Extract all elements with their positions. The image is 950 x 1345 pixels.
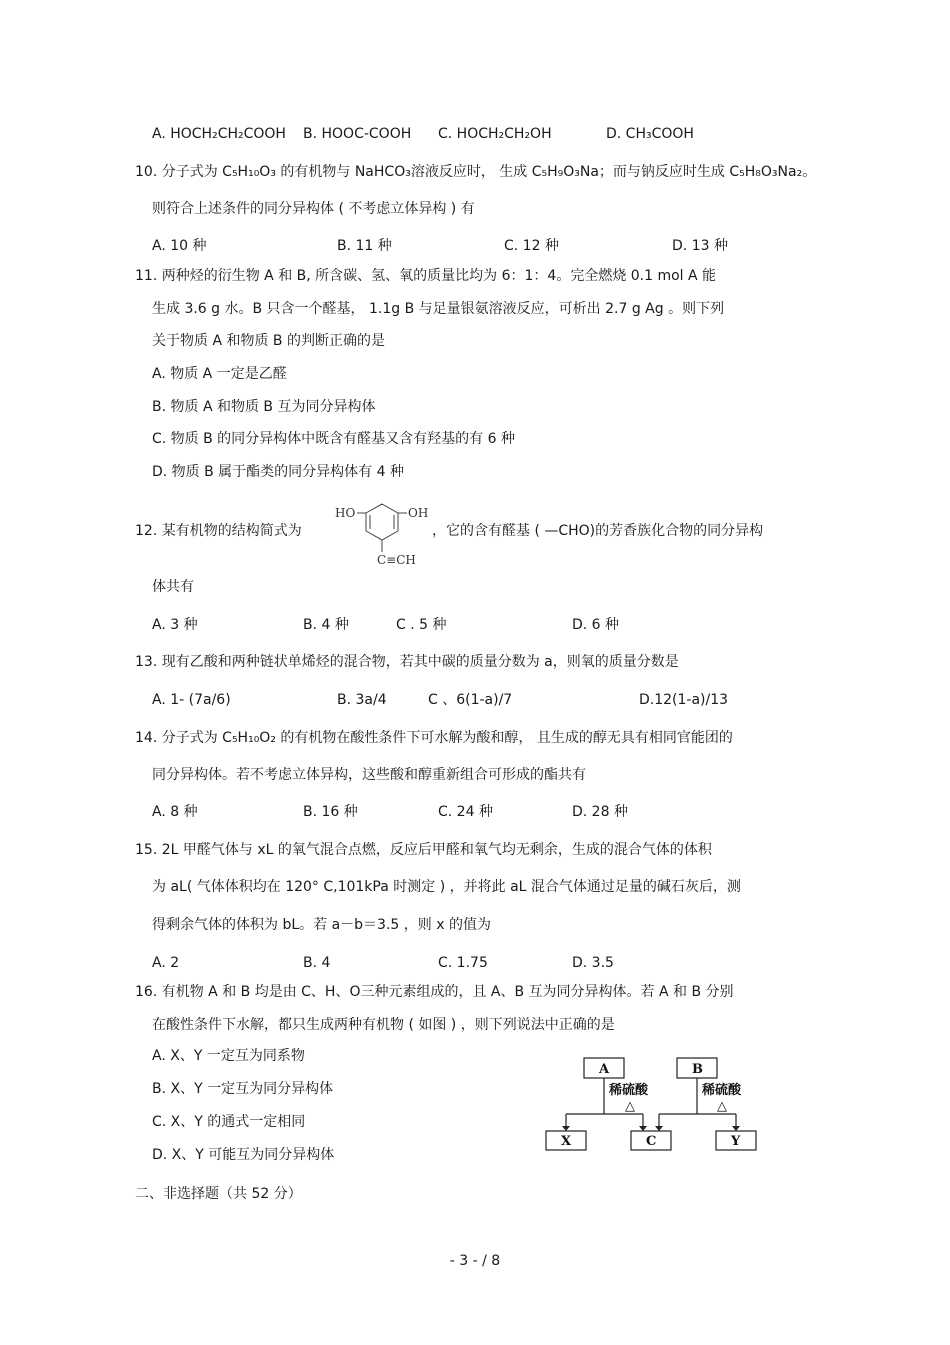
cond-a-label: 稀硫酸: [609, 1083, 649, 1098]
q11-option-c: C. 物质 B 的同分异构体中既含有醛基又含有羟基的有 6 种: [152, 431, 515, 447]
q12-option-a: A. 3 种: [152, 617, 198, 633]
q16-option-b: B. X、Y 一定互为同分异构体: [152, 1081, 334, 1097]
q15-option-c: C. 1.75: [438, 955, 488, 971]
q11-stem-line3: 关于物质 A 和物质 B 的判断正确的是: [152, 333, 385, 349]
q16-stem-line2: 在酸性条件下水解，都只生成两种有机物 ( 如图 ) ，则下列说法中正确的是: [152, 1017, 615, 1033]
q10-option-b: B. 11 种: [337, 238, 392, 254]
q10-option-a: A. 10 种: [152, 238, 207, 254]
q16-stem-line1: 16. 有机物 A 和 B 均是由 C、H、O三种元素组成的，且 A、B 互为同分异构体。若 A 和 B 分别: [135, 984, 734, 1000]
q11-option-b: B. 物质 A 和物质 B 互为同分异构体: [152, 399, 376, 415]
q11-stem-line2: 生成 3.6 g 水。B 只含一个醛基， 1.1g B 与足量银氨溶液反应，可析出 2.7 g Ag 。则下列: [152, 301, 725, 317]
heat-b-icon: △: [717, 1099, 727, 1114]
box-b-label: B: [692, 1062, 703, 1077]
q11-stem-line1: 11. 两种烃的衍生物 A 和 B, 所含碳、氢、氧的质量比均为 6：1：4。完全燃烧 0.1 mol A 能: [135, 268, 717, 284]
q14-stem-line1: 14. 分子式为 C₅H₁₀O₂ 的有机物在酸性条件下可水解为酸和醇， 且生成的醇无具有相同官能团的: [135, 730, 733, 746]
q12-option-b: B. 4 种: [303, 617, 349, 633]
q12-option-d: D. 6 种: [572, 617, 620, 633]
q10-option-c: C. 12 种: [504, 238, 559, 254]
q15-option-a: A. 2: [152, 955, 180, 971]
q13-option-d: D.12(1-a)/13: [639, 692, 729, 708]
box-a-label: A: [599, 1062, 610, 1077]
q9-option-b: B. HOOC-COOH: [303, 126, 412, 142]
q14-stem-line2: 同分异构体。若不考虑立体异构，这些酸和醇重新组合可形成的酯共有: [152, 767, 586, 783]
q10-option-d: D. 13 种: [672, 238, 728, 254]
q15-stem-line3: 得剩余气体的体积为 bL。若 a－b＝3.5 ，则 x 的值为: [152, 917, 491, 933]
q10-stem-line2: 则符合上述条件的同分异构体 ( 不考虑立体异构 ) 有: [152, 201, 475, 217]
resorcinol-ethynyl-structure: [327, 498, 437, 570]
q12-stem-line2: 体共有: [152, 579, 194, 595]
box-y-label: Y: [731, 1134, 741, 1149]
q13-option-c: C 、6(1-a)/7: [428, 692, 513, 708]
q13-stem-line1: 13. 现有乙酸和两种链状单烯烃的混合物，若其中碳的质量分数为 a，则氧的质量分数是: [135, 654, 679, 670]
q14-option-c: C. 24 种: [438, 804, 493, 820]
q9-option-a: A. HOCH₂CH₂COOH: [152, 126, 286, 142]
q15-option-b: B. 4: [303, 955, 331, 971]
box-c-label: C: [646, 1134, 657, 1149]
q15-option-d: D. 3.5: [572, 955, 614, 971]
q16-option-c: C. X、Y 的通式一定相同: [152, 1114, 306, 1130]
q15-stem-line2: 为 aL( 气体体积均在 120° C,101kPa 时测定 ) ，并将此 aL 混合气体通过足量的碱石灰后，测: [152, 879, 741, 895]
q14-option-d: D. 28 种: [572, 804, 628, 820]
cond-b-label: 稀硫酸: [702, 1083, 742, 1098]
q11-option-d: D. 物质 B 属于酯类的同分异构体有 4 种: [152, 464, 404, 480]
q15-stem-line1: 15. 2L 甲醛气体与 xL 的氧气混合点燃，反应后甲醛和氧气均无剩余，生成的混合气体的体积: [135, 842, 712, 858]
q14-option-b: B. 16 种: [303, 804, 358, 820]
q13-option-b: B. 3a/4: [337, 692, 387, 708]
section2-title: 二、非选择题（共 52 分）: [135, 1186, 302, 1202]
heat-a-icon: △: [625, 1099, 635, 1114]
q11-option-a: A. 物质 A 一定是乙醛: [152, 366, 287, 382]
q9-option-d: D. CH₃COOH: [606, 126, 694, 142]
struct-label-oh: OH: [408, 506, 429, 520]
q10-stem-line1: 10. 分子式为 C₅H₁₀O₃ 的有机物与 NaHCO₃溶液反应时， 生成 C₅H₉O₃Na；而与钠反应时生成 C₅H₈O₃Na₂。: [135, 164, 817, 180]
q13-option-a: A. 1- (7a/6): [152, 692, 231, 708]
q14-option-a: A. 8 种: [152, 804, 198, 820]
hydrolysis-diagram: [543, 1056, 763, 1156]
q12-stem-line1b: ，它的含有醛基 ( —CHO)的芳香族化合物的同分异构: [432, 523, 764, 539]
q12-option-c: C . 5 种: [396, 617, 447, 633]
q16-option-d: D. X、Y 可能互为同分异构体: [152, 1147, 335, 1163]
struct-label-ethynyl: C≡CH: [377, 553, 416, 567]
page-number: - 3 - / 8: [449, 1253, 501, 1269]
q9-option-c: C. HOCH₂CH₂OH: [438, 126, 552, 142]
q12-stem-line1a: 12. 某有机物的结构简式为: [135, 523, 302, 539]
q16-option-a: A. X、Y 一定互为同系物: [152, 1048, 305, 1064]
box-x-label: X: [561, 1134, 572, 1149]
struct-label-ho: HO: [335, 506, 356, 520]
